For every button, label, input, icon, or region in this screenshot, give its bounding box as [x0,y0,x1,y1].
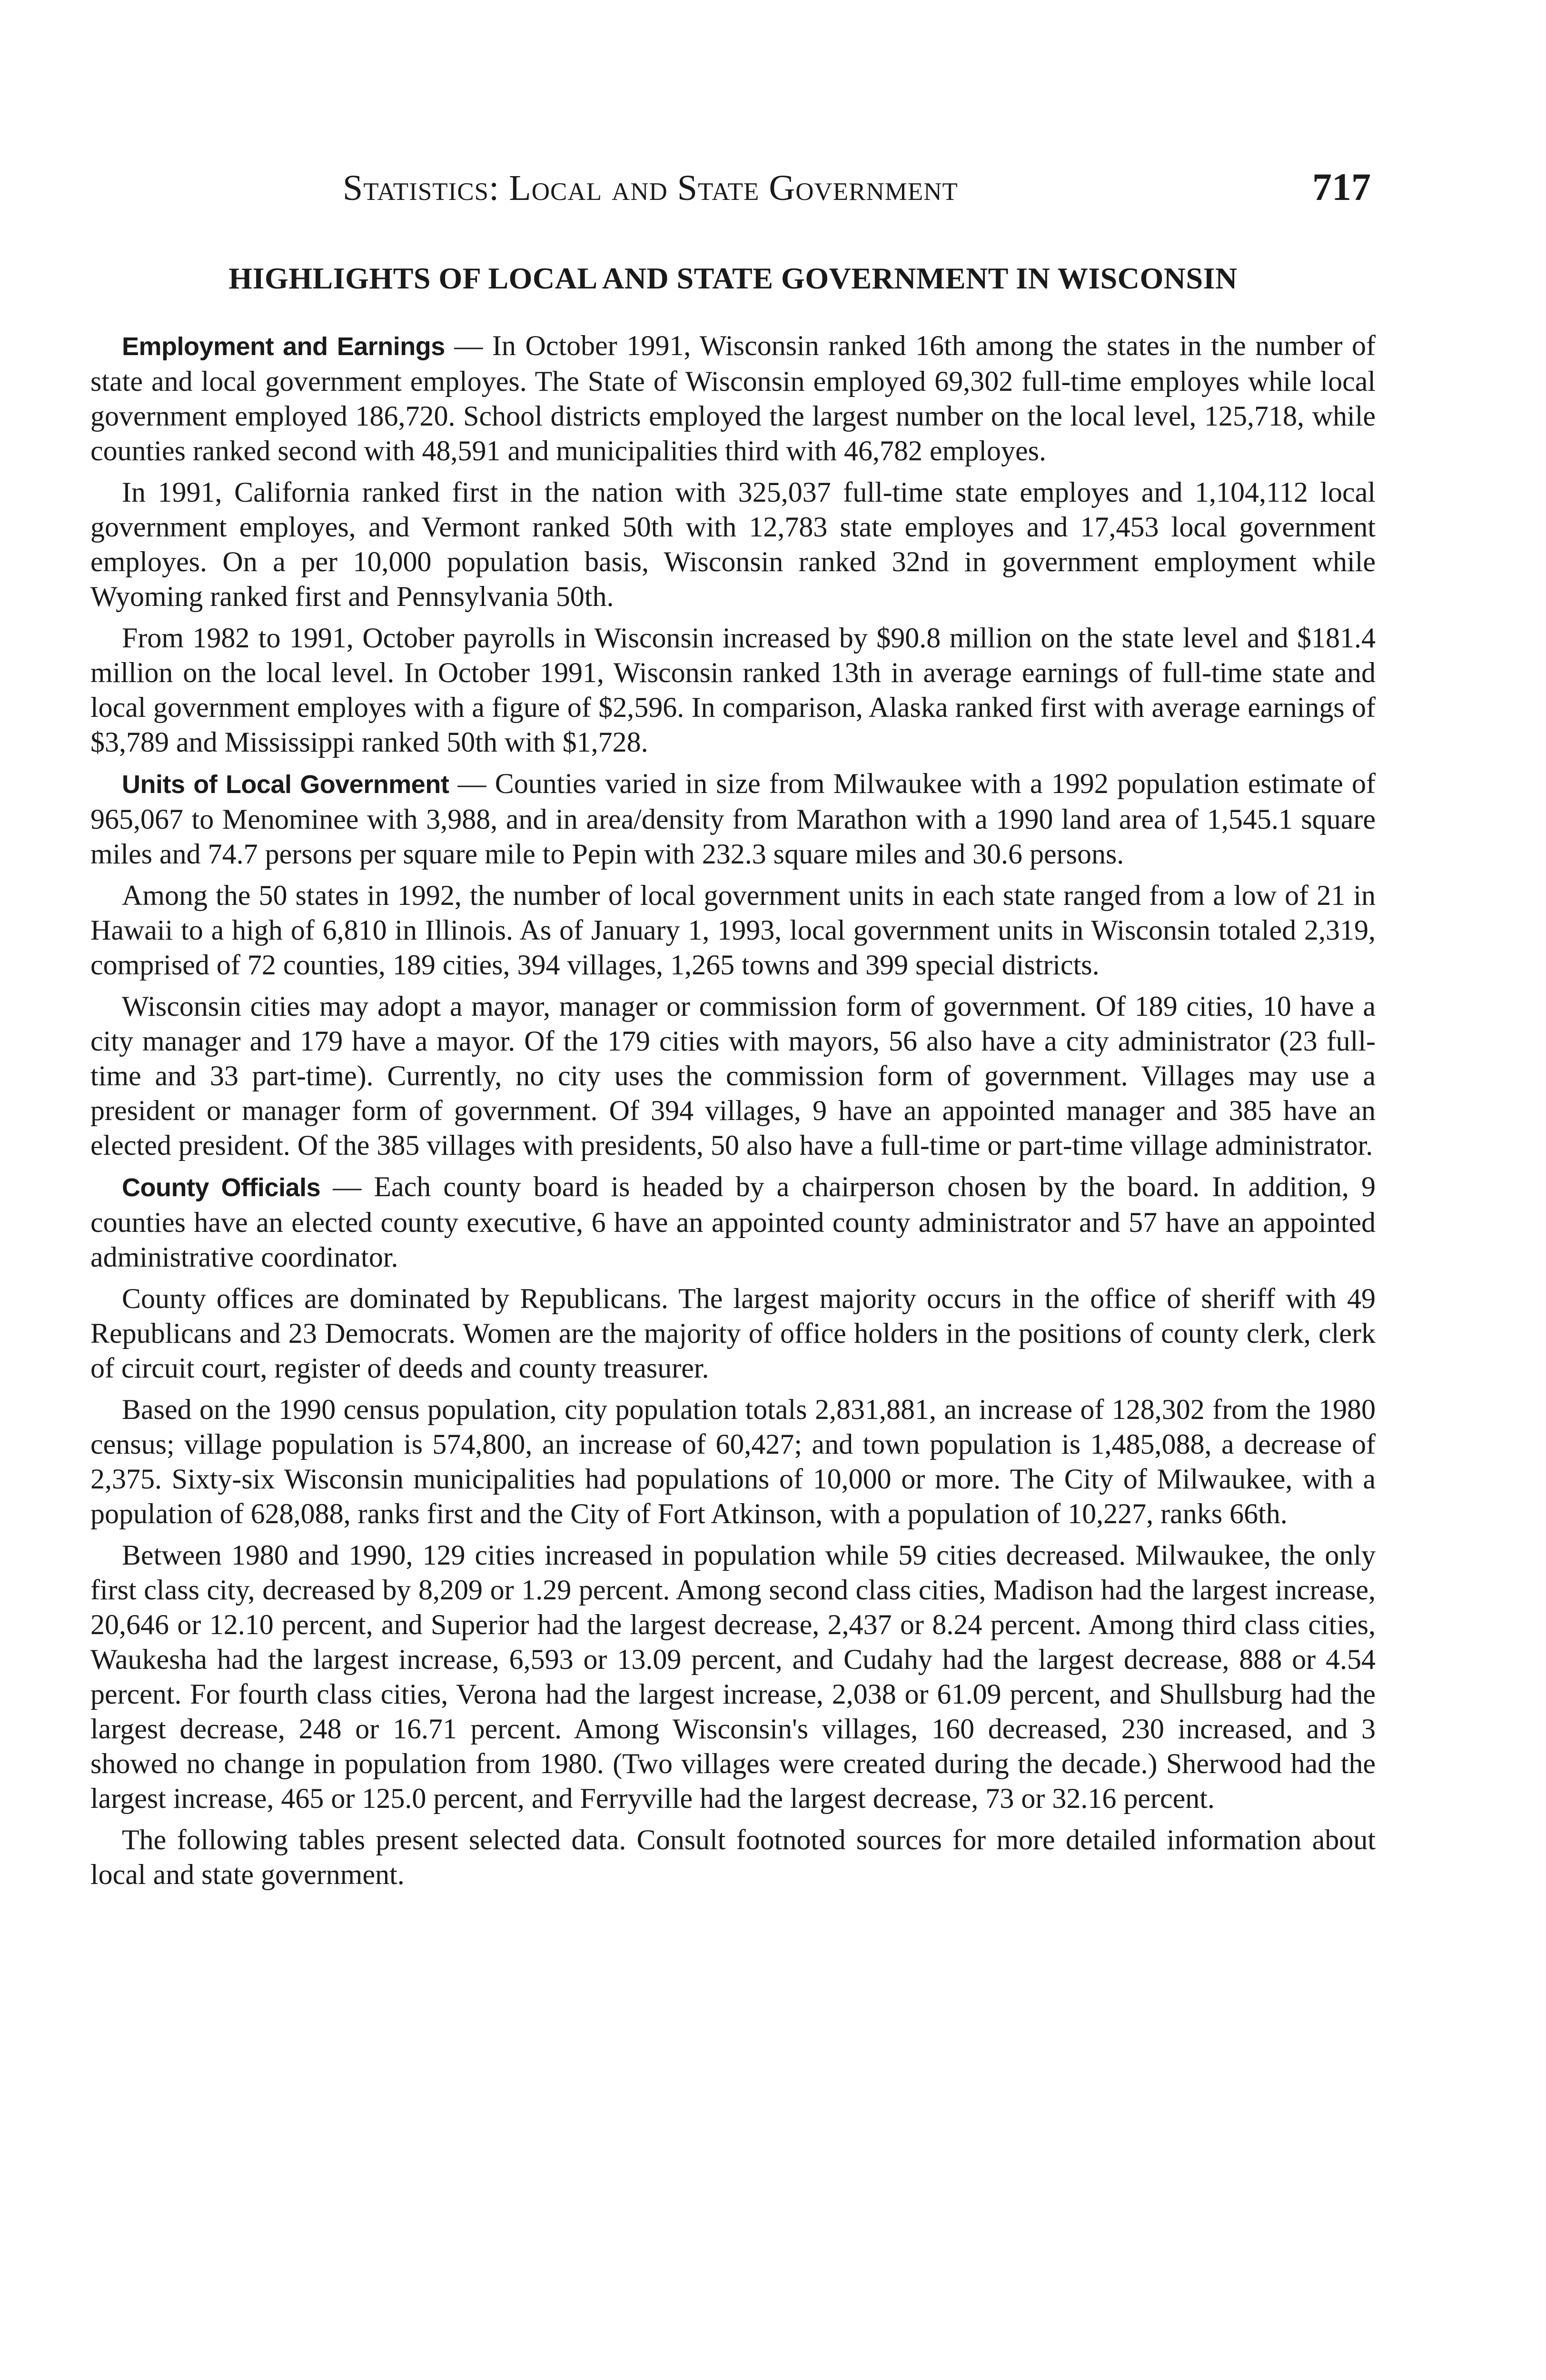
paragraph-text: Each county board is headed by a chairperson chosen by the board. In addition, 9 counties have an elected county executive, 6 have an appointed county administrator and 57 have an appointed administrative coordinator. [90,1171,1376,1273]
running-title: Statistics: Local and State Government [343,168,958,208]
paragraph-county-4: Between 1980 and 1990, 129 cities increased in population while 59 cities decreased. Milwaukee, the only first class city, decreased by 8,209 or 1.29 percent. Among second class cities, Madison had the largest increase, 20,646 or 12.10 percent, and Superior had the largest decrease, 2,437 or 8.24 percent. Among third class cities, Waukesha had the largest increase, 6,593 or 13.09 percent, and Cudahy had the largest decrease, 888 or 4.54 percent. For fourth class cities, Verona had the largest increase, 2,038 or 61.09 percent, and Shullsburg had the largest decrease, 248 or 16.71 percent. Among Wisconsin's villages, 160 decreased, 230 increased, and 3 showed no change in population from 1980. (Two villages were created during the decade.) Sherwood had the largest increase, 465 or 125.0 percent, and Ferryville had the largest decrease, 73 or 32.16 percent. [90,1539,1376,1814]
paragraph-units-2: Among the 50 states in 1992, the number of local government units in each state ranged from a low of 21 in Hawaii to a high of 6,810 in Illinois. As of January 1, 1993, local government units in Wisconsin totaled 2,319, comprised of 72 counties, 189 cities, 394 villages, 1,265 towns and 399 special districts. [90,880,1376,981]
paragraph-county-2: County offices are dominated by Republicans. The largest majority occurs in the office of sheriff with 49 Republicans and 23 Democrats. Women are the majority of office holders in the positions of county clerk, clerk of circuit court, register of deeds and county treasurer. [90,1283,1376,1384]
lead-employment: Employment and Earnings [122,332,445,361]
lead-dash: — [445,330,492,361]
paragraph-county-1 [90,1170,1376,1275]
paragraph-units-1 [90,766,1376,872]
lead-county: County Officials [122,1173,321,1202]
paragraph-county-3: Based on the 1990 census population, city population totals 2,831,881, an increase of 128,302 from the 1980 census; village population is 574,800, an increase of 60,427; and town population is 1,485,088, a decrease of 2,375. Sixty-six Wisconsin municipalities had populations of 10,000 or more. The City of Milwaukee, with a population of 628,088, ranks first and the City of Fort Atkinson, with a population of 10,227, ranks 66th. [90,1394,1376,1529]
paragraph-county-5: The following tables present selected data. Consult footnoted sources for more detailed information about local and state government. [90,1824,1376,1890]
section-heading: HIGHLIGHTS OF LOCAL AND STATE GOVERNMENT IN WISCONSIN [228,261,1238,295]
paragraph-text: Counties varied in size from Milwaukee with a 1992 population estimate of 965,067 to Menominee with 3,988, and in area/density from Marathon with a 1990 land area of 1,545.1 square miles and 74.7 persons per square mile to Pepin with 232.3 square miles and 30.6 persons. [90,768,1376,870]
lead-dash: — [320,1171,374,1202]
body-text [90,328,1376,1899]
paragraph-employment-2: In 1991, California ranked first in the nation with 325,037 full-time state employes and 1,104,112 local government employes, and Vermont ranked 50th with 12,783 state employes and 17,453 local government employes. On a per 10,000 population basis, Wisconsin ranked 32nd in government employment while Wyoming ranked first and Pennsylvania 50th. [90,476,1376,612]
paragraph-employment-1 [90,328,1376,468]
lead-dash: — [449,768,495,799]
running-head [95,165,1371,220]
paragraph-employment-3: From 1982 to 1991, October payrolls in Wisconsin increased by $90.8 million on the state level and $181.4 million on the local level. In October 1991, Wisconsin ranked 13th in average earnings of full-time state and local government employes with a figure of $2,596. In comparison, Alaska ranked first with average earnings of $3,789 and Mississippi ranked 50th with $1,728. [90,622,1376,758]
lead-units: Units of Local Government [122,770,449,799]
paragraph-units-3: Wisconsin cities may adopt a mayor, manager or commission form of government. Of 189 cities, 10 have a city manager and 179 have a mayor. Of the 179 cities with mayors, 56 also have a city administrator (23 full-time and 33 part-time). Currently, no city uses the commission form of government. Villages may use a president or manager form of government. Of 394 villages, 9 have an appointed manager and 385 have an elected president. Of the 385 villages with presidents, 50 also have a full-time or part-time village administrator. [90,991,1376,1161]
paragraph-text: In October 1991, Wisconsin ranked 16th among the states in the number of state and local government employes. The State of Wisconsin employed 69,302 full-time employes while local government employed 186,720. School districts employed the largest number on the local level, 125,718, while counties ranked second with 48,591 and municipalities third with 46,782 employes. [90,330,1376,466]
page-number: 717 [1312,165,1371,208]
